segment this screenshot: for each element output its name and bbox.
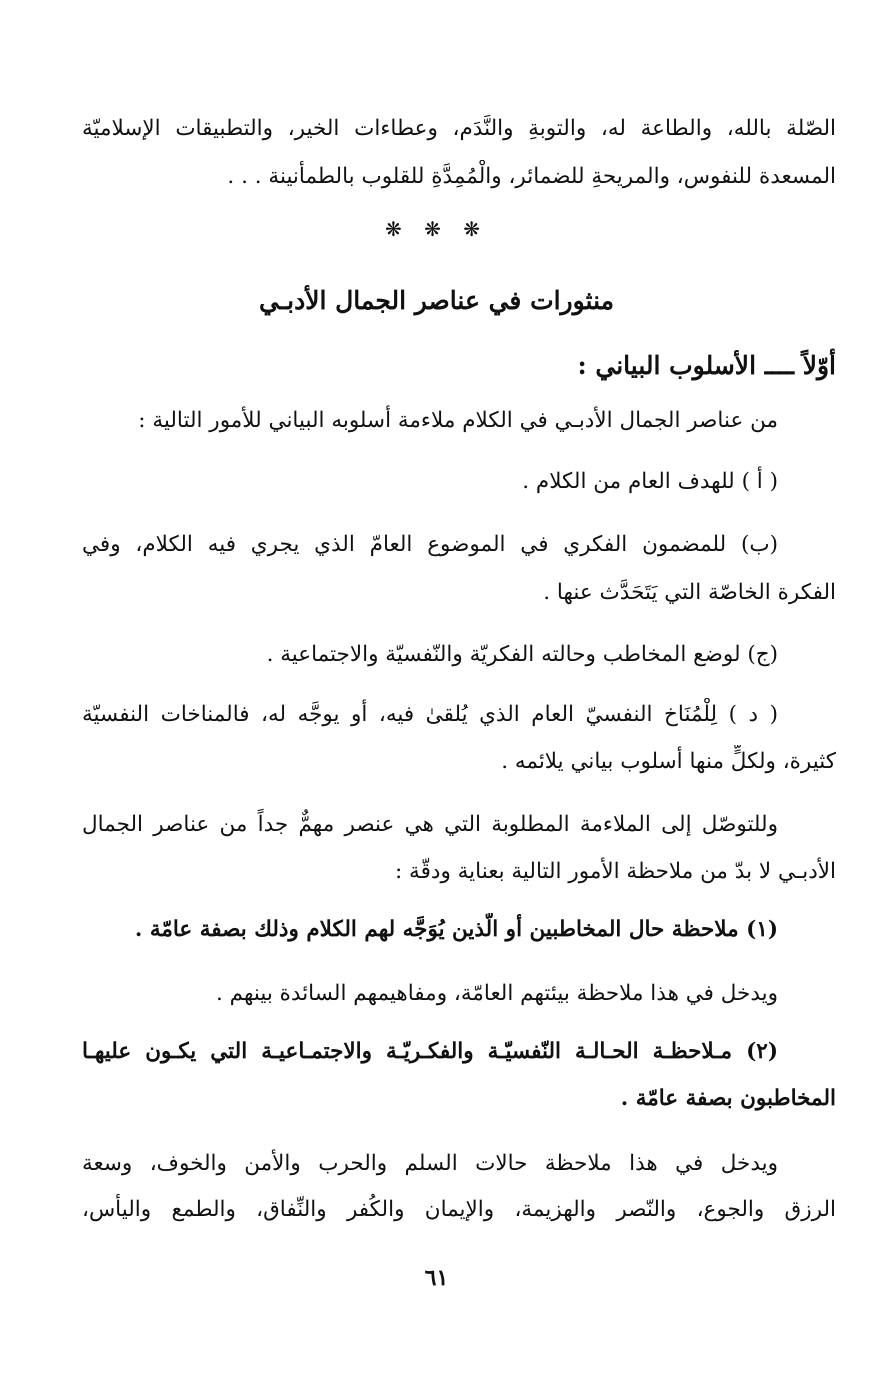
section-separator: ❋ ❋ ❋ [385,217,488,241]
point-2-line-2: المخاطبون بصفة عامّة . [620,1086,836,1111]
chapter-heading: منثورات في عناصر الجمال الأدبـي [258,286,615,315]
transition-line-1: وللتوصّل إلى الملاءمة المطلوبة التي هي عنصر مهمٌّ جداً من عناصر الجمال [82,812,778,837]
point-1-note: ويدخل في هذا ملاحظة بيئتهم العامّة، ومفاهيمهم السائدة بينهم . [215,981,778,1006]
top-paragraph-line-1: الصّلة بالله، والطاعة له، والتوبةِ والنَّدَم، وعطاءات الخير، والتطبيقات الإسلاميّة [82,116,836,141]
closing-line-1: ويدخل في هذا ملاحظة حالات السلم والحرب والأمن والخوف، وسعة [82,1151,778,1176]
item-c: (ج) لوضع المخاطب وحالته الفكريّة والنّفسيّة والاجتماعية . [266,642,778,667]
point-2-line-1: (٢) مـلاحظـة الحـالـة النّفسيّـة والفكـريّـة والاجتمـاعيـة التي يكـون عليهـا [82,1039,778,1064]
item-d-line-1: ( د ) لِلْمُنَاخ النفسيّ العام الذي يُلقىٰ فيه، أو يوجَّه له، فالمناخات النفسيّة [82,702,778,727]
item-d-line-2: كثيرة، ولكلٍّ منها أسلوب بياني يلائمه . [501,749,836,774]
page-number: ٦١ [424,1265,449,1291]
item-a: ( أ ) للهدف العام من الكلام . [522,469,778,494]
closing-line-2: الرزق والجوع، والنّصر والهزيمة، والإيمان والكُفر والنِّفاق، والطمع واليأس، [82,1197,836,1222]
section-title: أوّلاً ــــ الأسلوب البياني : [577,351,836,380]
transition-line-2: الأدبـي لا بدّ من ملاحظة الأمور التالية بعناية ودقّة : [394,859,836,884]
item-b-line-1: (ب) للمضمون الفكري في الموضوع العامّ الذي يجري فيه الكلام، وفي [82,532,778,557]
point-1: (١) ملاحظة حال المخاطبين أو الّذين يُوَجَّه لهم الكلام وذلك بصفة عامّة . [134,917,778,942]
top-paragraph-line-2: المسعدة للنفوس، والمريحةِ للضمائر، والْمُمِدَّةِ للقلوب بالطمأنينة . . . [227,164,836,189]
item-b-line-2: الفكرة الخاصّة التي يَتَحَدَّث عنها . [543,580,836,605]
intro-line: من عناصر الجمال الأدبـي في الكلام ملاءمة أسلوبه البياني للأمور التالية : [138,408,778,433]
